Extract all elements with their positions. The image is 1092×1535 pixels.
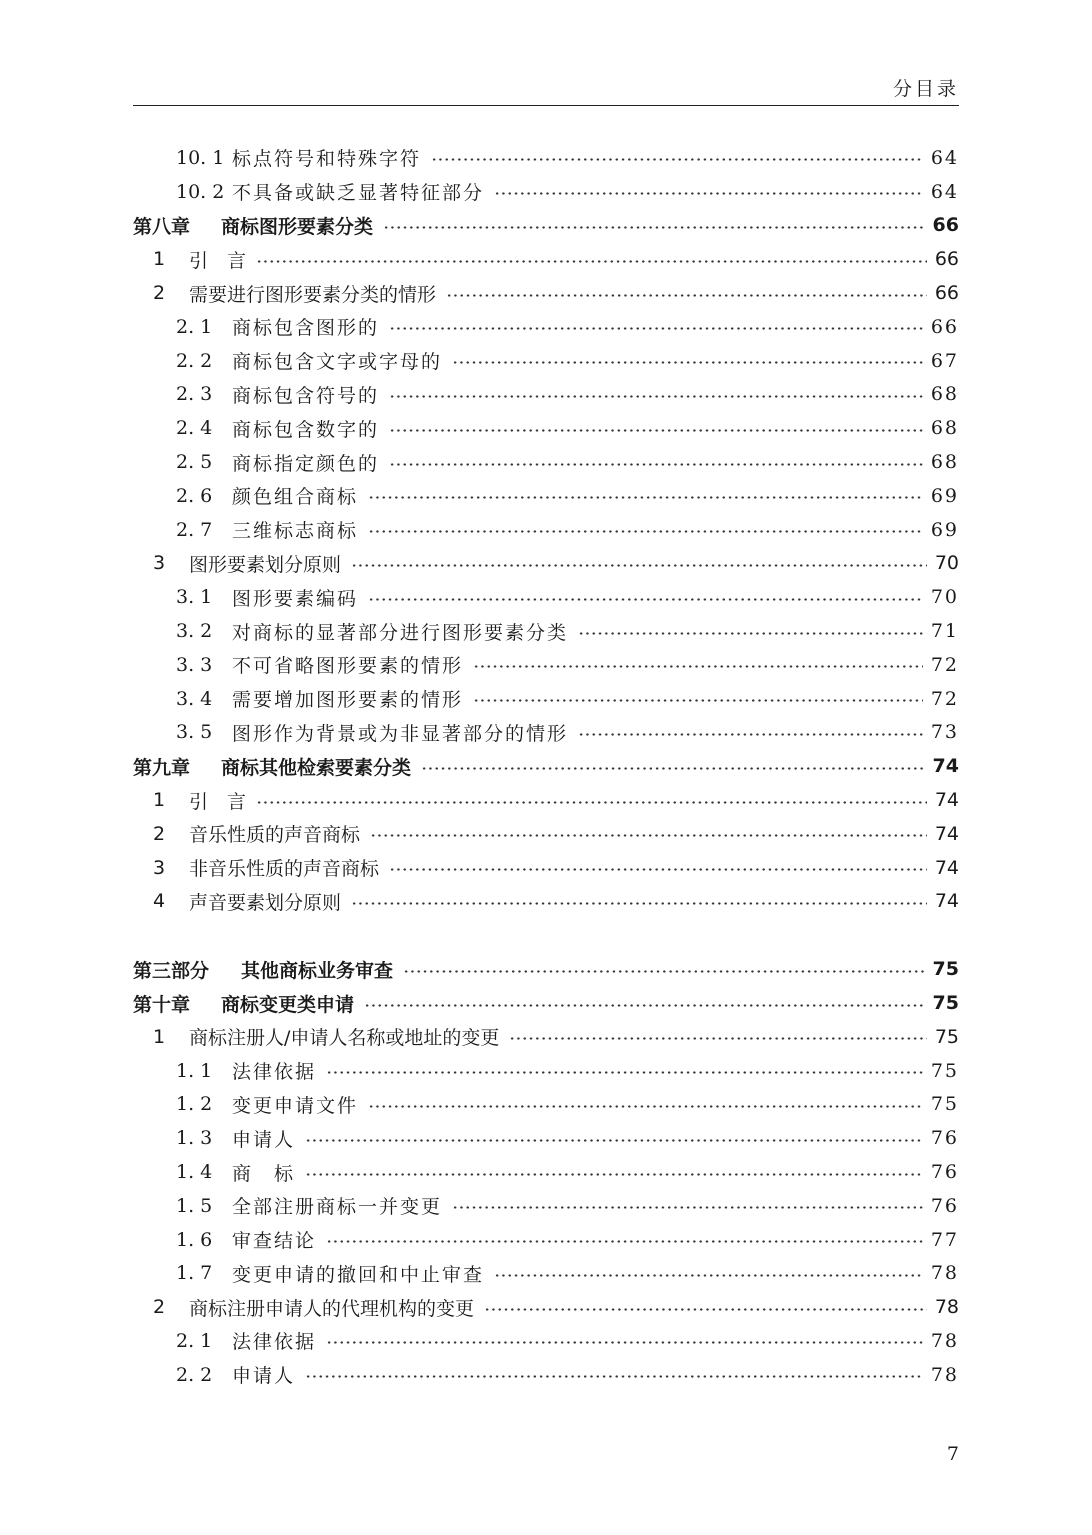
toc-entry-number: 10. 1	[176, 146, 225, 169]
toc-subsection-entry[interactable]	[133, 479, 959, 513]
toc-entry-page: 66	[930, 315, 959, 338]
toc-subsection-entry[interactable]	[133, 1324, 959, 1358]
toc-entry-number: 1. 7	[176, 1262, 213, 1285]
toc-entry-page: 78	[930, 1329, 959, 1352]
toc-entry-number: 1. 5	[176, 1194, 213, 1217]
dot-leader	[351, 902, 927, 905]
toc-entry-page: 66	[932, 214, 959, 237]
dot-leader	[509, 1037, 926, 1040]
toc-subsection-entry[interactable]	[133, 648, 959, 682]
toc-subsection-entry[interactable]	[133, 1121, 959, 1155]
dot-leader	[305, 1173, 923, 1176]
toc-entry-title: 商标包含符号的	[232, 384, 380, 407]
toc-entry-title: 其他商标业务审查	[241, 959, 394, 982]
toc-entry-title: 商标包含数字的	[232, 418, 380, 441]
toc-subsection-entry[interactable]	[133, 378, 959, 412]
toc-entry-page: 72	[930, 653, 959, 676]
toc-entry-page: 64	[930, 146, 959, 169]
toc-subsection-entry[interactable]	[133, 614, 959, 648]
toc-section-entry[interactable]	[133, 885, 959, 919]
toc-entry-number: 1	[153, 789, 166, 812]
toc-subsection-entry[interactable]	[133, 716, 959, 750]
toc-entry-page: 74	[934, 890, 959, 913]
toc-entry-page: 74	[934, 789, 959, 812]
toc-entry-number: 1	[153, 248, 166, 271]
toc-entry-title: 变更申请文件	[232, 1094, 359, 1117]
toc-entry-number: 1. 6	[176, 1228, 213, 1251]
toc-entry-title: 申请人	[232, 1128, 296, 1151]
toc-entry-number: 4	[153, 890, 166, 913]
toc-entry-title: 申请人	[232, 1365, 296, 1388]
toc-entry-title: 商标注册申请人的代理机构的变更	[189, 1297, 475, 1320]
dot-leader	[370, 834, 927, 837]
header-rule	[133, 105, 959, 106]
toc-entry-page: 78	[930, 1262, 959, 1285]
toc-entry-title: 引 言	[189, 790, 247, 813]
dot-leader	[256, 260, 927, 263]
toc-entry-page: 67	[930, 349, 959, 372]
dot-leader	[452, 361, 923, 364]
toc-entry-number: 2. 2	[176, 1363, 213, 1386]
toc-subsection-entry[interactable]	[133, 141, 959, 175]
toc-subsection-entry[interactable]	[133, 682, 959, 716]
dot-leader	[326, 1341, 923, 1344]
toc-entry-page: 74	[934, 822, 959, 845]
toc-subsection-entry[interactable]	[133, 513, 959, 547]
toc-entry-page: 74	[934, 856, 959, 879]
toc-entry-title: 审查结论	[232, 1230, 317, 1253]
toc-entry-number: 3. 3	[176, 653, 213, 676]
toc-entry-page: 69	[930, 518, 959, 541]
toc-entry-title: 商标注册人/申请人名称或地址的变更	[189, 1027, 500, 1050]
toc-entry-page: 70	[934, 552, 959, 575]
toc-subsection-entry[interactable]	[133, 344, 959, 378]
toc-entry-page: 66	[934, 282, 959, 305]
toc-entry-number: 3. 4	[176, 687, 213, 710]
toc-entry-title: 变更申请的撤回和中止审查	[232, 1263, 485, 1286]
toc-subsection-entry[interactable]	[133, 1088, 959, 1122]
toc-entry-title: 音乐性质的声音商标	[189, 824, 361, 847]
toc-chapter-entry[interactable]	[133, 209, 959, 243]
toc-section-entry[interactable]	[133, 547, 959, 581]
toc-entry-page: 68	[930, 383, 959, 406]
toc-entry-title: 需要增加图形要素的情形	[232, 689, 464, 712]
dot-leader	[389, 429, 923, 432]
dot-leader	[389, 868, 927, 871]
toc-entry-title: 图形作为背景或为非显著部分的情形	[232, 722, 569, 745]
toc-entry-title: 三维标志商标	[232, 520, 359, 543]
toc-entry-page: 75	[932, 958, 959, 981]
toc-entry-number: 3	[153, 552, 166, 575]
toc-entry-title: 法律依据	[232, 1061, 317, 1084]
toc-section-entry[interactable]	[133, 276, 959, 310]
toc-entry-title: 商 标	[232, 1162, 296, 1185]
toc-entry-page: 75	[934, 1025, 959, 1048]
dot-leader	[473, 665, 923, 668]
toc-entry-page: 77	[930, 1228, 959, 1251]
toc-entry-number: 2. 5	[176, 451, 213, 474]
toc-entry-number: 1. 4	[176, 1161, 213, 1183]
dot-leader	[484, 1308, 927, 1311]
toc-subsection-entry[interactable]	[133, 1223, 959, 1257]
toc-entry-page: 68	[930, 417, 959, 440]
toc-entry-title: 商标其他检索要素分类	[221, 756, 412, 779]
toc-entry-number: 2. 1	[176, 1329, 213, 1352]
toc-entry-number: 第九章	[133, 756, 191, 779]
toc-subsection-entry[interactable]	[133, 1054, 959, 1088]
page-header-title: 分目录	[892, 78, 959, 100]
table-of-contents	[133, 141, 959, 1392]
toc-entry-number: 3	[153, 856, 166, 879]
toc-section-entry[interactable]	[133, 242, 959, 276]
toc-entry-title: 需要进行图形要素分类的情形	[189, 283, 437, 306]
toc-section-entry[interactable]	[133, 1290, 959, 1324]
toc-subsection-entry[interactable]	[133, 580, 959, 614]
toc-chapter-entry[interactable]	[133, 749, 959, 783]
toc-entry-page: 78	[930, 1363, 959, 1386]
toc-entry-title: 商标包含文字或字母的	[232, 351, 443, 374]
toc-entry-number: 1. 1	[176, 1059, 213, 1082]
toc-entry-number: 2. 7	[176, 518, 213, 541]
toc-entry-number: 第八章	[133, 215, 191, 238]
dot-leader	[494, 1274, 923, 1277]
toc-entry-number: 第三部分	[133, 959, 210, 982]
toc-entry-title: 法律依据	[232, 1331, 317, 1354]
toc-entry-title: 全部注册商标一并变更	[232, 1196, 443, 1219]
toc-entry-number: 2. 6	[176, 484, 213, 507]
toc-entry-number: 第十章	[133, 993, 191, 1016]
toc-entry-page: 75	[930, 1059, 959, 1082]
toc-entry-page: 71	[930, 620, 959, 643]
dot-leader	[578, 632, 923, 635]
dot-leader	[305, 1139, 923, 1142]
toc-entry-number: 2. 3	[176, 383, 213, 406]
toc-entry-page: 76	[930, 1194, 959, 1217]
dot-leader	[452, 1206, 923, 1209]
toc-entry-title: 不具备或缺乏显著特征部分	[232, 182, 485, 205]
dot-leader	[368, 530, 923, 533]
toc-section-entry[interactable]	[133, 817, 959, 851]
toc-entry-page: 66	[934, 248, 959, 271]
toc-subsection-entry[interactable]	[133, 310, 959, 344]
toc-section-entry[interactable]	[133, 1020, 959, 1054]
toc-entry-page: 68	[930, 451, 959, 474]
dot-leader	[578, 733, 923, 736]
toc-entry-page: 75	[930, 1093, 959, 1116]
toc-entry-number: 3. 5	[176, 721, 213, 744]
toc-entry-number: 2	[153, 282, 166, 305]
dot-leader	[383, 226, 925, 229]
toc-subsection-entry[interactable]	[133, 1358, 959, 1392]
toc-chapter-entry[interactable]	[133, 986, 959, 1020]
toc-entry-title: 对商标的显著部分进行图形要素分类	[232, 621, 569, 644]
toc-subsection-entry[interactable]	[133, 1189, 959, 1223]
toc-section-entry[interactable]	[133, 783, 959, 817]
toc-entry-title: 非音乐性质的声音商标	[189, 858, 380, 881]
dot-leader	[389, 395, 923, 398]
toc-subsection-entry[interactable]	[133, 445, 959, 479]
dot-leader	[326, 1071, 923, 1074]
dot-leader	[403, 970, 925, 973]
toc-entry-title: 不可省略图形要素的情形	[232, 655, 464, 678]
toc-entry-title: 商标包含图形的	[232, 317, 380, 340]
dot-leader	[446, 294, 927, 297]
toc-entry-number: 10. 2	[176, 180, 225, 203]
toc-entry-title: 标点符号和特殊字符	[232, 148, 422, 171]
toc-entry-number: 1	[153, 1025, 166, 1048]
toc-entry-title: 颜色组合商标	[232, 486, 359, 509]
toc-entry-number: 2	[153, 822, 166, 845]
toc-entry-number: 2	[153, 1296, 166, 1319]
toc-section-entry[interactable]	[133, 851, 959, 885]
toc-entry-number: 2. 1	[176, 315, 213, 338]
toc-entry-title: 引 言	[189, 249, 247, 272]
toc-entry-number: 1. 3	[176, 1127, 213, 1150]
dot-leader	[326, 1240, 923, 1243]
dot-leader	[368, 598, 923, 601]
dot-leader	[431, 158, 923, 161]
dot-leader	[368, 496, 923, 499]
toc-entry-page: 74	[932, 755, 959, 778]
toc-entry-page: 64	[930, 180, 959, 203]
page-number: 7	[946, 1443, 959, 1465]
toc-entry-title: 商标变更类申请	[221, 993, 355, 1016]
toc-subsection-entry[interactable]	[133, 411, 959, 445]
section-gap	[133, 918, 959, 952]
toc-subsection-entry[interactable]	[133, 1257, 959, 1291]
toc-subsection-entry[interactable]	[133, 1155, 959, 1189]
toc-subsection-entry[interactable]	[133, 175, 959, 209]
dot-leader	[494, 192, 923, 195]
toc-entry-number: 3. 2	[176, 620, 213, 643]
toc-entry-page: 69	[930, 484, 959, 507]
dot-leader	[421, 767, 925, 770]
toc-entry-page: 76	[930, 1161, 959, 1183]
dot-leader	[351, 564, 927, 567]
toc-entry-page: 76	[930, 1127, 959, 1150]
dot-leader	[368, 1105, 923, 1108]
dot-leader	[364, 1004, 925, 1007]
toc-part-entry[interactable]	[133, 952, 959, 986]
toc-entry-title: 图形要素划分原则	[189, 553, 342, 576]
toc-entry-number: 1. 2	[176, 1093, 213, 1116]
dot-leader	[305, 1375, 923, 1378]
toc-entry-title: 声音要素划分原则	[189, 891, 342, 914]
dot-leader	[389, 463, 923, 466]
toc-entry-number: 2. 2	[176, 349, 213, 372]
dot-leader	[389, 327, 923, 330]
toc-entry-page: 72	[930, 687, 959, 710]
toc-entry-title: 商标图形要素分类	[221, 215, 374, 238]
toc-entry-title: 图形要素编码	[232, 587, 359, 610]
toc-entry-number: 2. 4	[176, 417, 213, 440]
toc-entry-page: 73	[930, 721, 959, 744]
dot-leader	[256, 801, 927, 804]
toc-entry-page: 75	[932, 992, 959, 1015]
dot-leader	[473, 699, 923, 702]
toc-entry-page: 78	[934, 1296, 959, 1319]
toc-entry-title: 商标指定颜色的	[232, 452, 380, 475]
toc-entry-number: 3. 1	[176, 586, 213, 609]
toc-entry-page: 70	[930, 586, 959, 609]
